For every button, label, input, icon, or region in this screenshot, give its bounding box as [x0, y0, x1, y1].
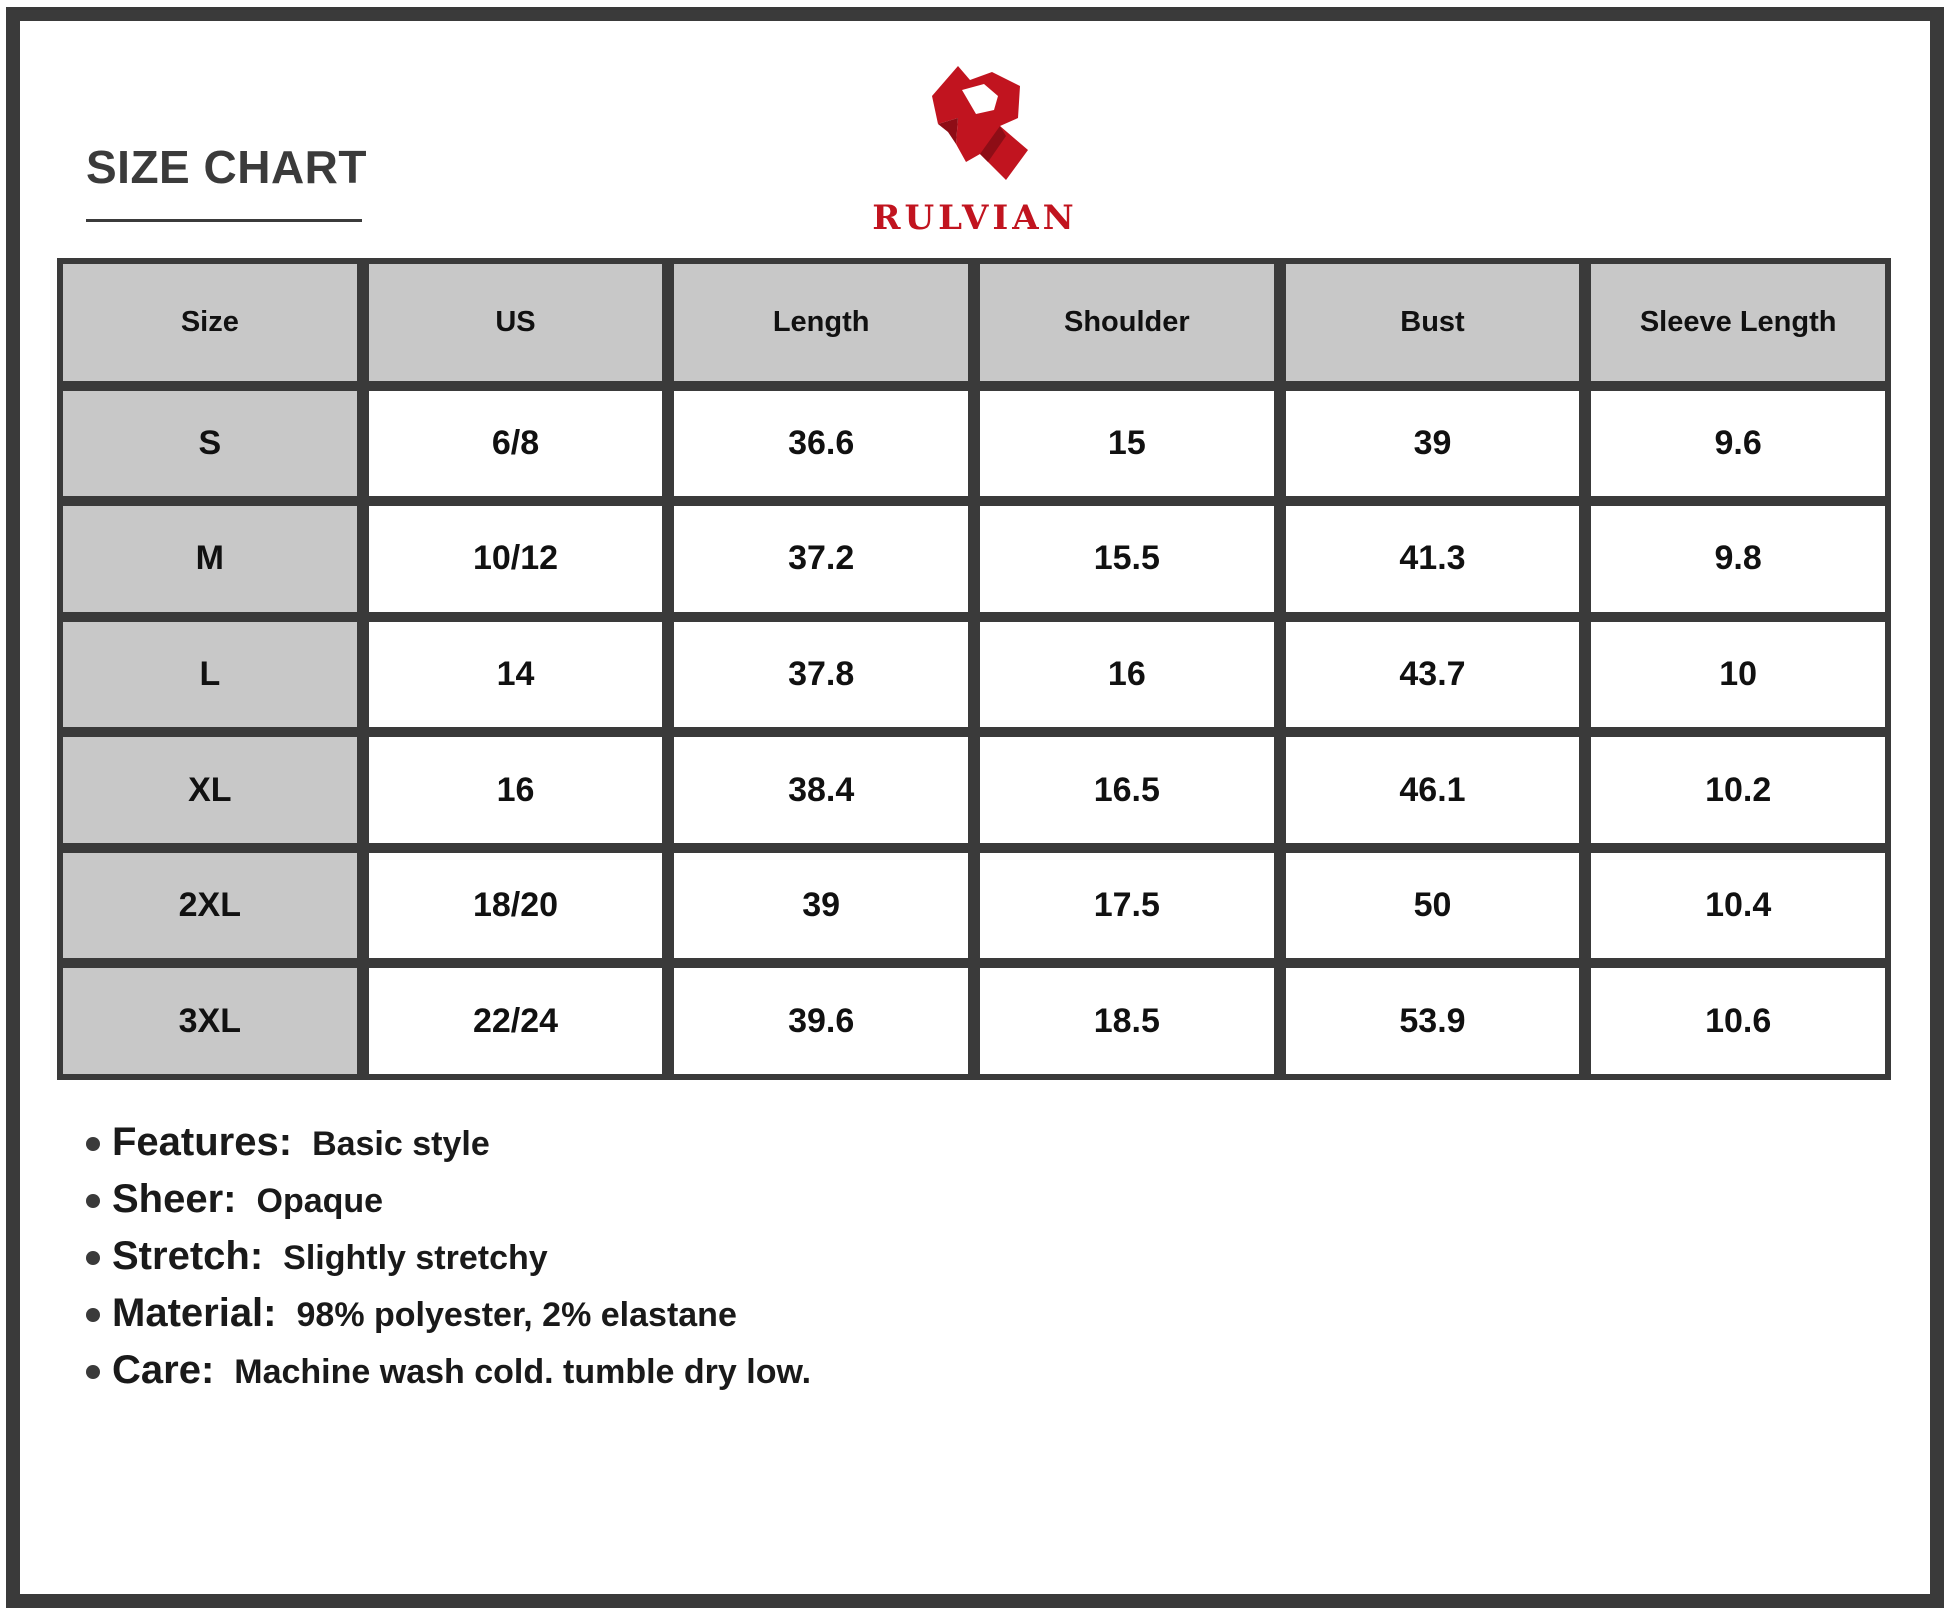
- column-header: Bust: [1286, 264, 1580, 381]
- measurement-cell: 43.7: [1286, 622, 1580, 728]
- column-header: Length: [674, 264, 968, 381]
- measurement-cell: 39: [1286, 391, 1580, 497]
- measurement-cell: 38.4: [674, 737, 968, 843]
- measurement-cell: 15.5: [980, 506, 1274, 612]
- stylized-r-logo-icon: [918, 62, 1036, 180]
- feature-label: Sheer:: [112, 1177, 237, 1221]
- size-label-cell: L: [63, 622, 357, 728]
- feature-item: [86, 1234, 811, 1291]
- measurement-cell: 37.8: [674, 622, 968, 728]
- measurement-cell: 39: [674, 853, 968, 959]
- measurement-cell: 22/24: [369, 968, 663, 1074]
- feature-value: Opaque: [256, 1182, 384, 1220]
- bullet-icon: [86, 1194, 100, 1208]
- feature-item: [86, 1120, 811, 1177]
- measurement-cell: 36.6: [674, 391, 968, 497]
- size-label-cell: M: [63, 506, 357, 612]
- column-header: Shoulder: [980, 264, 1274, 381]
- bullet-icon: [86, 1365, 100, 1379]
- bullet-icon: [86, 1308, 100, 1322]
- measurement-cell: 10/12: [369, 506, 663, 612]
- measurement-cell: 18.5: [980, 968, 1274, 1074]
- title-underline: [86, 219, 362, 222]
- column-header: Size: [63, 264, 357, 381]
- size-label-cell: S: [63, 391, 357, 497]
- feature-list: [86, 1120, 811, 1405]
- brand-name: RULVIAN: [872, 198, 1078, 238]
- measurement-cell: 10.4: [1591, 853, 1885, 959]
- measurement-cell: 10.2: [1591, 737, 1885, 843]
- measurement-cell: 15: [980, 391, 1274, 497]
- feature-item: [86, 1291, 811, 1348]
- measurement-cell: 41.3: [1286, 506, 1580, 612]
- measurement-cell: 9.6: [1591, 391, 1885, 497]
- measurement-cell: 14: [369, 622, 663, 728]
- column-header: Sleeve Length: [1591, 264, 1885, 381]
- column-header: US: [369, 264, 663, 381]
- feature-item: [86, 1348, 811, 1405]
- measurement-cell: 10: [1591, 622, 1885, 728]
- measurement-cell: 6/8: [369, 391, 663, 497]
- measurement-cell: 39.6: [674, 968, 968, 1074]
- measurement-cell: 10.6: [1591, 968, 1885, 1074]
- measurement-cell: 46.1: [1286, 737, 1580, 843]
- feature-label: Features:: [112, 1120, 293, 1164]
- measurement-cell: 16: [369, 737, 663, 843]
- feature-value: Slightly stretchy: [283, 1239, 548, 1277]
- feature-value: Machine wash cold. tumble dry low.: [234, 1353, 812, 1391]
- size-chart-table: [57, 258, 1891, 1080]
- page-title: SIZE CHART: [86, 141, 367, 193]
- measurement-cell: 53.9: [1286, 968, 1580, 1074]
- size-label-cell: 3XL: [63, 968, 357, 1074]
- size-label-cell: 2XL: [63, 853, 357, 959]
- feature-label: Care:: [112, 1348, 215, 1392]
- measurement-cell: 9.8: [1591, 506, 1885, 612]
- measurement-cell: 16: [980, 622, 1274, 728]
- size-label-cell: XL: [63, 737, 357, 843]
- measurement-cell: 16.5: [980, 737, 1274, 843]
- feature-label: Material:: [112, 1291, 277, 1335]
- measurement-cell: 18/20: [369, 853, 663, 959]
- measurement-cell: 50: [1286, 853, 1580, 959]
- feature-item: [86, 1177, 811, 1234]
- feature-value: Basic style: [312, 1125, 490, 1163]
- feature-label: Stretch:: [112, 1234, 264, 1278]
- measurement-cell: 17.5: [980, 853, 1274, 959]
- measurement-cell: 37.2: [674, 506, 968, 612]
- bullet-icon: [86, 1137, 100, 1151]
- bullet-icon: [86, 1251, 100, 1265]
- feature-value: 98% polyester, 2% elastane: [296, 1296, 737, 1334]
